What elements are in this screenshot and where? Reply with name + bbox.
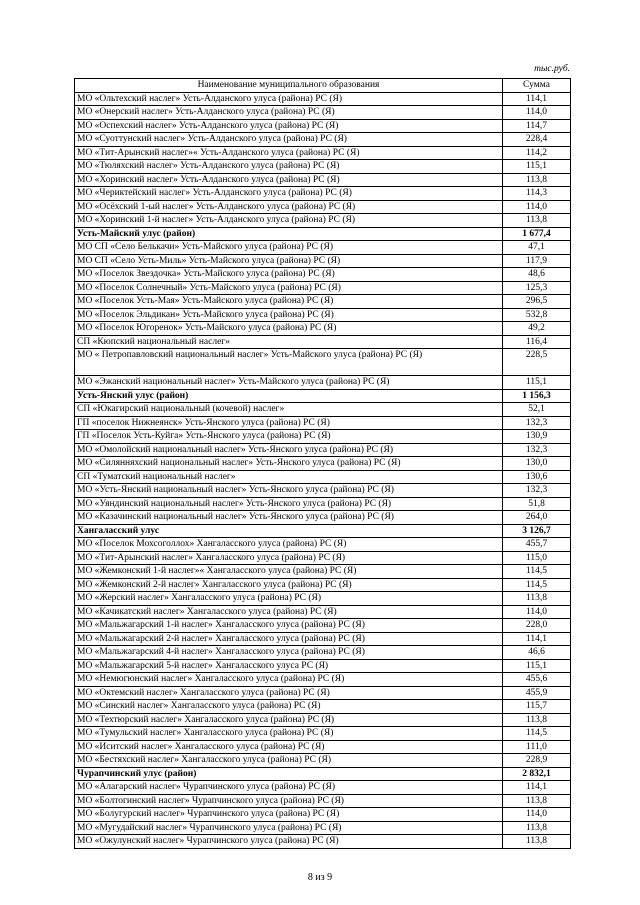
table-row (75, 457, 571, 471)
table-header-row (75, 79, 571, 93)
row-name: ГП «поселок Нижнеянск» Усть-Янского улуса (района) РС (Я) (75, 416, 503, 430)
table-row (75, 430, 571, 444)
row-sum: 114,5 (503, 727, 571, 741)
row-sum: 130,6 (503, 470, 571, 484)
table-row (75, 781, 571, 795)
row-name: МО «Эжанский национальный наслег» Усть-Майского улуса (района) РС (Я) (75, 376, 503, 390)
row-sum: 111,0 (503, 740, 571, 754)
row-sum: 114,5 (503, 565, 571, 579)
row-sum: 114,0 (503, 200, 571, 214)
row-sum: 228,4 (503, 133, 571, 147)
table-row (75, 106, 571, 120)
row-sum: 113,8 (503, 713, 571, 727)
table-row (75, 835, 571, 849)
table-row (75, 605, 571, 619)
row-name: МО СП «Село Усть-Миль» Усть-Майского улуса (района) РС (Я) (75, 254, 503, 268)
row-name: МО «Техтюрский наслег» Хангаласского улуса (района) РС (Я) (75, 713, 503, 727)
table-row (75, 160, 571, 174)
row-sum: 125,3 (503, 281, 571, 295)
row-name: МО «Усть-Янский национальный наслег» Усть-Янского улуса (района) РС (Я) (75, 484, 503, 498)
row-sum: 2 832,1 (503, 767, 571, 781)
row-name: МО «Качикатский наслег» Хангаласского улуса (района) РС (Я) (75, 605, 503, 619)
row-sum: 51,8 (503, 497, 571, 511)
row-sum: 3 126,7 (503, 524, 571, 538)
table-row (75, 484, 571, 498)
table-row (75, 659, 571, 673)
row-name: МО «Омолойский национальный наслег» Усть-Янского улуса (района) РС (Я) (75, 443, 503, 457)
table-row (75, 173, 571, 187)
table-row (75, 443, 571, 457)
row-sum: 114,7 (503, 119, 571, 133)
table-row (75, 578, 571, 592)
row-sum: 114,1 (503, 92, 571, 106)
header-name: Наименование муниципального образования (75, 79, 503, 93)
row-sum: 130,9 (503, 430, 571, 444)
row-sum: 115,0 (503, 551, 571, 565)
table-row (75, 214, 571, 228)
table-row (75, 754, 571, 768)
row-name: МО «Поселок Эльдикан» Усть-Майского улуса (района) РС (Я) (75, 308, 503, 322)
row-name: МО «Осёхский 1-ый наслег» Усть-Алданского улуса (района) РС (Я) (75, 200, 503, 214)
row-sum: 52,1 (503, 403, 571, 417)
row-name: МО «Тумульский наслег» Хангаласского улуса (района) РС (Я) (75, 727, 503, 741)
row-sum: 1 156,3 (503, 389, 571, 403)
row-sum: 47,1 (503, 241, 571, 255)
row-sum: 113,8 (503, 835, 571, 849)
row-sum: 114,0 (503, 605, 571, 619)
row-name: МО «Поселок Звездочка» Усть-Майского улуса (района) РС (Я) (75, 268, 503, 282)
table-row (75, 700, 571, 714)
header-sum: Сумма (503, 79, 571, 93)
row-sum: 113,8 (503, 794, 571, 808)
row-sum: 114,5 (503, 578, 571, 592)
table-row (75, 565, 571, 579)
row-sum: 296,5 (503, 295, 571, 309)
table-row (75, 119, 571, 133)
table-row (75, 727, 571, 741)
row-name: СП «Юкагирский национальный (кочевой) наслег» (75, 403, 503, 417)
table-row (75, 268, 571, 282)
row-sum: 46,6 (503, 646, 571, 660)
row-sum: 115,1 (503, 160, 571, 174)
row-sum: 228,9 (503, 754, 571, 768)
row-name: Усть-Янский улус (район) (75, 389, 503, 403)
table-row (75, 254, 571, 268)
row-name: Хангаласский улус (75, 524, 503, 538)
row-name: МО «Мальжагарский 4-й наслег» Хангаласского улуса (района) РС (Я) (75, 646, 503, 660)
row-name: МО «Жемконский 2-й наслег» Хангаласского улуса (района) РС (Я) (75, 578, 503, 592)
row-name: МО «Ожулунский наслег» Чурапчинского улуса (района) РС (Я) (75, 835, 503, 849)
table-row (75, 497, 571, 511)
row-name: МО «Тюляхский наслег» Усть-Алданского улуса (района) РС (Я) (75, 160, 503, 174)
row-sum: 132,3 (503, 484, 571, 498)
row-name: МО «Октемский наслег» Хангаласского улуса (района) РС (Я) (75, 686, 503, 700)
table-row (75, 241, 571, 255)
row-name: ГП «Поселок Усть-Куйга» Усть-Янского улуса (района) РС (Я) (75, 430, 503, 444)
row-name: МО «Поселок Усть-Мая» Усть-Майского улуса (района) РС (Я) (75, 295, 503, 309)
row-name: МО «Болугурский наслег» Чурапчинского улуса (района) РС (Я) (75, 808, 503, 822)
table-row (75, 416, 571, 430)
row-sum: 113,8 (503, 592, 571, 606)
row-name: МО «Мальжагарский 5-й наслег» Хангаласского улуса РС (Я) (75, 659, 503, 673)
row-name: МО «Силянняхский национальный наслег» Усть-Янского улуса (района) РС (Я) (75, 457, 503, 471)
row-name: СП «Кюпский национальный наслег» (75, 335, 503, 349)
row-name: СП «Туматский национальный наслег» (75, 470, 503, 484)
row-name: МО «Ольтехский наслег» Усть-Алданского улуса (района) РС (Я) (75, 92, 503, 106)
row-sum: 116,4 (503, 335, 571, 349)
table-group-row (75, 389, 571, 403)
row-sum: 115,7 (503, 700, 571, 714)
table-row (75, 281, 571, 295)
table-row (75, 619, 571, 633)
row-name: МО «Мальжагарский 1-й наслег» Хангаласского улуса (района) РС (Я) (75, 619, 503, 633)
row-name: МО «Оспехский наслег» Усть-Алданского улуса (района) РС (Я) (75, 119, 503, 133)
table-row (75, 335, 571, 349)
row-name: МО «Болтогинский наслег» Чурапчинского улуса (района) РС (Я) (75, 794, 503, 808)
row-name: МО «Жерский наслег» Хангаласского улуса (района) РС (Я) (75, 592, 503, 606)
row-sum: 114,2 (503, 146, 571, 160)
row-name: МО «Чериктейский наслег» Усть-Алданского улуса (района) РС (Я) (75, 187, 503, 201)
table-row (75, 808, 571, 822)
table-row (75, 470, 571, 484)
row-name: МО «Уяндинский национальный наслег» Усть-Янского улуса (района) РС (Я) (75, 497, 503, 511)
row-name: МО «Суоттунский наслег» Усть-Алданского улуса (района) РС (Я) (75, 133, 503, 147)
row-sum: 114,1 (503, 632, 571, 646)
table-row (75, 794, 571, 808)
table-row (75, 673, 571, 687)
table-row (75, 133, 571, 147)
row-name: МО « Петропавловский национальный наслег» Усть-Майского улуса (района) РС (Я) (75, 349, 503, 376)
table-row (75, 349, 571, 376)
table-row (75, 511, 571, 525)
row-sum: 1 677,4 (503, 227, 571, 241)
row-sum: 455,7 (503, 538, 571, 552)
table-group-row (75, 524, 571, 538)
row-sum: 130,0 (503, 457, 571, 471)
table-row (75, 821, 571, 835)
row-name: МО «Поселок Югоренок» Усть-Майского улуса (района) РС (Я) (75, 322, 503, 336)
row-name: МО «Немюгюнский наслег» Хангаласского улуса (района) РС (Я) (75, 673, 503, 687)
row-name: МО «Мальжагарский 2-й наслег» Хангаласского улуса (района) РС (Я) (75, 632, 503, 646)
table-row (75, 308, 571, 322)
table-row (75, 632, 571, 646)
row-name: МО «Жемконский 1-й наслег»« Хангаласского улуса (района) РС (Я) (75, 565, 503, 579)
row-name: МО СП «Село Белькачи» Усть-Майского улуса (района) РС (Я) (75, 241, 503, 255)
row-sum: 114,3 (503, 187, 571, 201)
row-sum: 228,5 (503, 349, 571, 376)
row-name: МО «Хоринский наслег» Усть-Алданского улуса (района) РС (Я) (75, 173, 503, 187)
table-row (75, 740, 571, 754)
row-sum: 49,2 (503, 322, 571, 336)
row-sum: 132,3 (503, 443, 571, 457)
table-row (75, 686, 571, 700)
row-name: МО «Онерский наслег» Усть-Алданского улуса (района) РС (Я) (75, 106, 503, 120)
table-group-row (75, 767, 571, 781)
row-sum: 48,6 (503, 268, 571, 282)
row-sum: 455,9 (503, 686, 571, 700)
row-name: МО «Тит-Арынский наслег»« Усть-Алданского улуса (района) РС (Я) (75, 146, 503, 160)
table-body (75, 92, 571, 848)
table-row (75, 295, 571, 309)
row-sum: 114,0 (503, 106, 571, 120)
table-row (75, 146, 571, 160)
row-sum: 113,8 (503, 173, 571, 187)
municipal-sums-table (74, 78, 571, 849)
row-sum: 113,8 (503, 821, 571, 835)
table-row (75, 376, 571, 390)
row-sum: 264,0 (503, 511, 571, 525)
row-name: МО «Хоринский 1-й наслег» Усть-Алданского улуса (района) РС (Я) (75, 214, 503, 228)
row-name: Усть-Майский улус (район) (75, 227, 503, 241)
row-sum: 117,9 (503, 254, 571, 268)
row-name: МО «Алагарский наслег» Чурапчинского улуса (района) РС (Я) (75, 781, 503, 795)
table-row (75, 592, 571, 606)
row-name: МО «Мугудайский наслег» Чурапчинского улуса (района) РС (Я) (75, 821, 503, 835)
table-row (75, 403, 571, 417)
row-name: МО «Бестяхский наслег» Хангаласского улуса (района) РС (Я) (75, 754, 503, 768)
row-sum: 113,8 (503, 214, 571, 228)
row-name: МО «Казачинский национальный наслег» Усть-Янского улуса (района) РС (Я) (75, 511, 503, 525)
row-name: МО «Тит-Арынский наслег» Хангаласского улуса (района) РС (Я) (75, 551, 503, 565)
table-row (75, 92, 571, 106)
row-sum: 455,6 (503, 673, 571, 687)
row-name: Чурапчинский улус (район) (75, 767, 503, 781)
row-sum: 115,1 (503, 376, 571, 390)
table-row (75, 200, 571, 214)
row-sum: 115,1 (503, 659, 571, 673)
table-group-row (75, 227, 571, 241)
table-row (75, 187, 571, 201)
table-row (75, 646, 571, 660)
table-row (75, 713, 571, 727)
table-row (75, 551, 571, 565)
page-number: 8 из 9 (307, 872, 333, 883)
table-row (75, 538, 571, 552)
row-name: МО «Иситский наслег» Хангаласского улуса (района) РС (Я) (75, 740, 503, 754)
row-sum: 132,3 (503, 416, 571, 430)
row-name: МО «Поселок Солнечный» Усть-Майского улуса (района) РС (Я) (75, 281, 503, 295)
row-sum: 114,1 (503, 781, 571, 795)
row-name: МО «Синский наслег» Хангаласского улуса (района) РС (Я) (75, 700, 503, 714)
row-sum: 228,0 (503, 619, 571, 633)
row-sum: 532,8 (503, 308, 571, 322)
table-row (75, 322, 571, 336)
row-name: МО «Поселок Мохсоголлох» Хангаласского улуса (района) РС (Я) (75, 538, 503, 552)
row-sum: 114,0 (503, 808, 571, 822)
unit-label: тыс.руб. (534, 64, 570, 74)
